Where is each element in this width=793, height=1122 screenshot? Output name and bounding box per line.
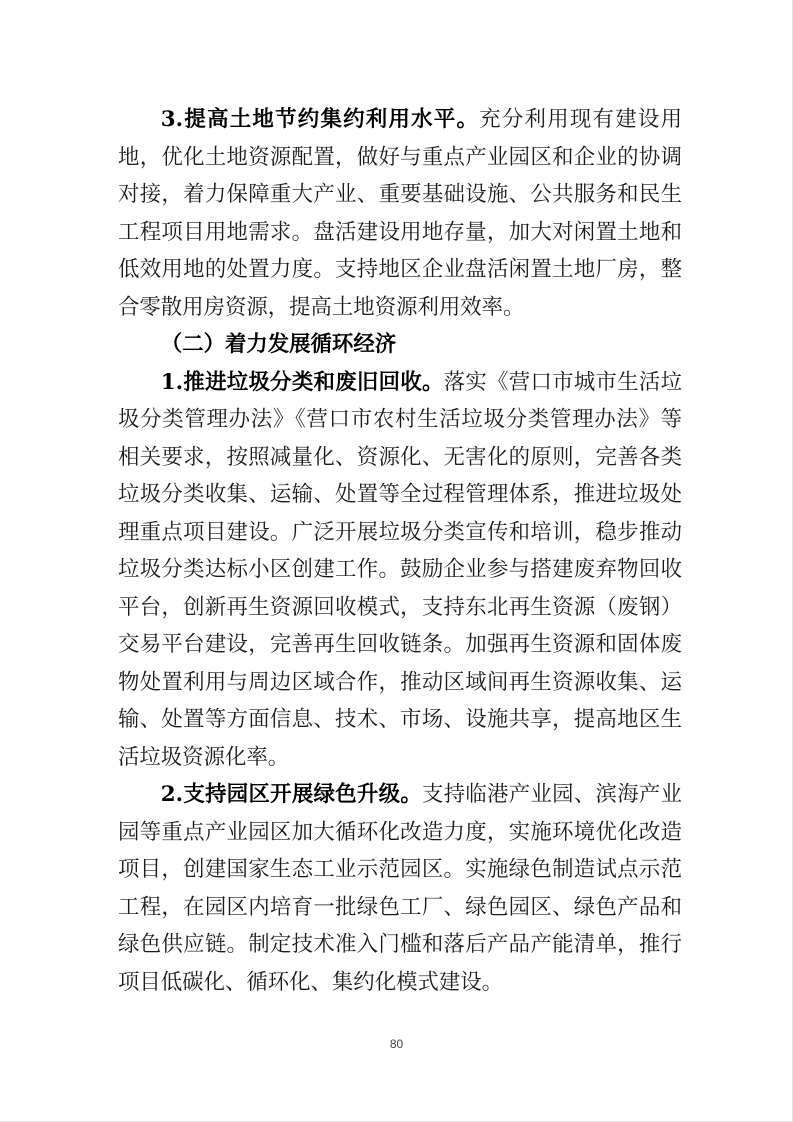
paragraph-land-use [118, 101, 682, 326]
paragraph-lead: 3.提高土地节约集约利用水平。 [160, 107, 480, 132]
page-body [118, 101, 682, 1001]
paragraph-text: 落实《营口市城市生活垃圾分类管理办法》《营口市农村生活垃圾分类管理办法》等相关要求，按照减量化、资源化、无害化的原则，完善各类垃圾分类收集、运输、处置等全过程管理体系，推进垃圾处理重点项目建设。广泛开展垃圾分类宣传和培训，稳步推动垃圾分类达标小区创建工作。鼓励企业参与搭建废弃物回收平台，创新再生资源回收模式，支持东北再生资源（废钢）交易平台建设，完善再生回收链条。加强再生资源和固体废物处置利用与周边区域合作，推动区域间再生资源收集、运输、处置等方面信息、技术、市场、设施共享，提高地区生活垃圾资源化率。 [118, 369, 682, 770]
section-heading: （二）着力发展循环经济 [160, 332, 397, 357]
paragraph-waste-sorting [118, 364, 682, 777]
paragraph-lead: 1.推进垃圾分类和废旧回收。 [160, 369, 444, 395]
paragraph-text: 充分利用现有建设用地，优化土地资源配置，做好与重点产业园区和企业的协调对接，着力保障重大产业、重要基础设施、公共服务和民生工程项目用地需求。盘活建设用地存量，加大对闲置土地和低效用地的处置力度。支持地区企业盘活闲置土地厂房，整合零散用房资源，提高土地资源利用效率。 [118, 107, 682, 320]
paragraph-green-parks [118, 776, 682, 1001]
paragraph-text: 支持临港产业园、滨海产业园等重点产业园区加大循环化改造力度，实施环境优化改造项目，创建国家生态工业示范园区。实施绿色制造试点示范工程，在园区内培育一批绿色工厂、绿色园区、绿色产品和绿色供应链。制定技术准入门槛和落后产品产能清单，推行项目低碳化、循环化、集约化模式建设。 [118, 782, 682, 995]
page-number: 80 [389, 1037, 404, 1051]
paragraph-lead: 2.支持园区开展绿色升级。 [160, 782, 423, 807]
